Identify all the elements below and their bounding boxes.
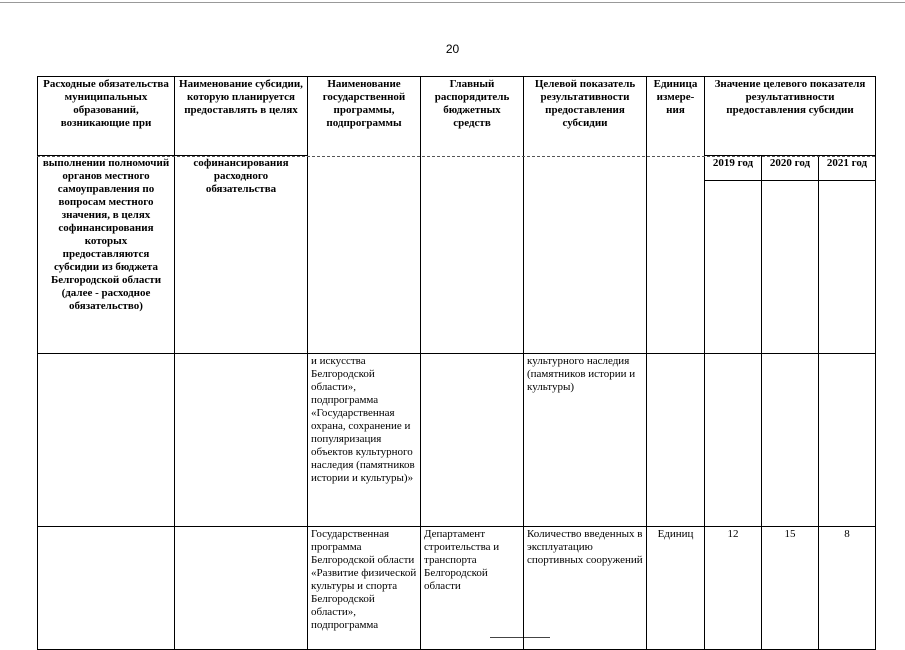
header-year-2019: 2019 год [705,156,762,181]
header-distributor: Главный распорядитель бюджетных средств [421,77,524,354]
header-empty-cell [762,181,819,354]
indicator-cell: культурного наследия (памятников истории и культуры) [524,354,647,527]
header-empty-cell [705,181,762,354]
value-2020-cell [762,354,819,527]
header-row [38,77,876,156]
header-program: Наименование государственной программы, подпрограммы [308,77,421,354]
unit-cell [647,354,705,527]
header-subsidy-name: Наименование субсидии, которую планируется предоставлять в целях [175,77,308,156]
value-2021-cell [819,354,876,527]
header-year-2021: 2021 год [819,156,876,181]
header-obligations-continued: выполнении полномочий органов местного самоуправления по вопросам местного значения, в целях софинансирования которых предоставляются субсидии из бюджета Белгородской области (далее - расходное обязательство) [38,156,175,354]
header-target-value: Значение целевого показателя результативности предоставления субсидии [705,77,876,156]
header-subsidy-name-continued: софинансирования расходного обязательства [175,156,308,354]
obligation-cell [38,354,175,527]
value-2020-cell: 15 [762,527,819,650]
subsidy-table [37,76,876,650]
subsidy-cell [175,527,308,650]
value-2019-cell: 12 [705,527,762,650]
header-obligations: Расходные обязательства муниципальных образований, возникающие при [38,77,175,156]
program-cell: Государственная программа Белгородской области «Развитие физической культуры и спорта Белгородской области», подпрограмма [308,527,421,650]
distributor-cell: Департамент строительства и транспорта Белгородской области [421,527,524,650]
header-fold-line [37,156,875,157]
program-cell: и искусства Белгородской области», подпрограмма «Государственная охрана, сохранение и популяризация объектов культурного наследия (памятников истории и культуры)» [308,354,421,527]
obligation-cell [38,527,175,650]
indicator-cell: Количество введенных в эксплуатацию спортивных сооружений [524,527,647,650]
header-unit: Единица измере-ния [647,77,705,354]
table-row [38,354,876,527]
subsidy-cell [175,354,308,527]
page-number: 20 [445,42,460,56]
unit-cell: Единиц [647,527,705,650]
value-2021-cell: 8 [819,527,876,650]
top-scan-line [0,2,905,3]
header-indicator: Целевой показатель результативности предоставления субсидии [524,77,647,354]
value-2019-cell [705,354,762,527]
header-empty-cell [819,181,876,354]
table-row [38,527,876,650]
header-year-2020: 2020 год [762,156,819,181]
distributor-cell [421,354,524,527]
